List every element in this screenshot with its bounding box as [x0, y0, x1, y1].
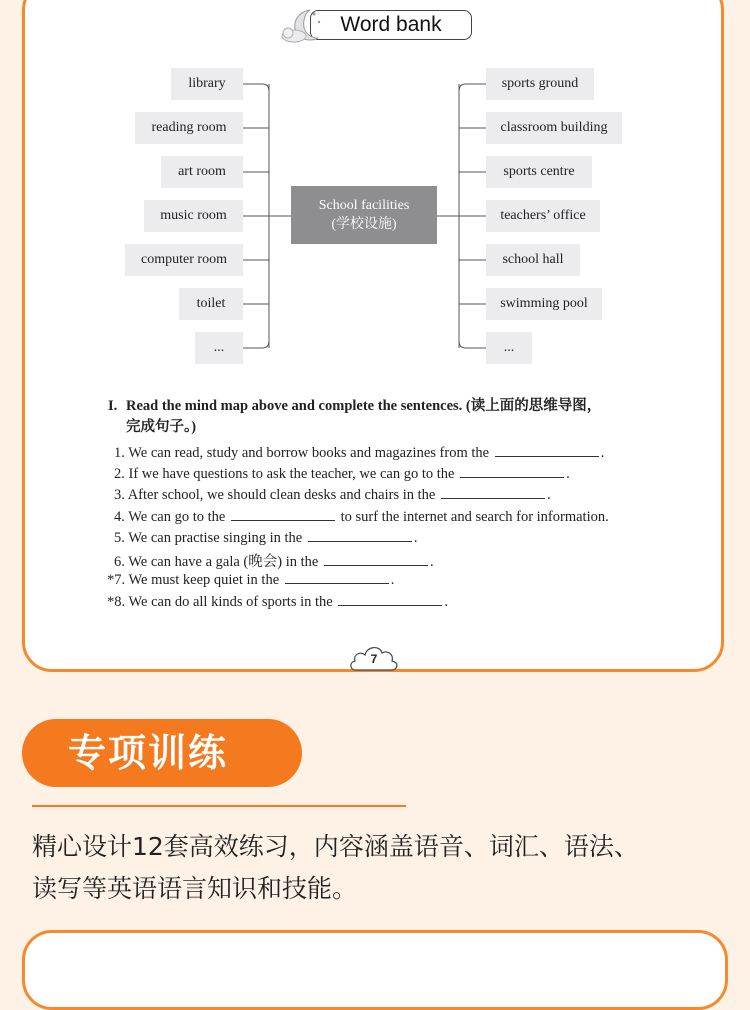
sentence-end: .	[413, 530, 418, 546]
page-number-badge	[349, 640, 399, 672]
section-badge: 专项训练	[22, 719, 302, 787]
left-node-3: art room	[161, 156, 243, 188]
answer-blank[interactable]	[441, 486, 545, 499]
sentence-1	[114, 444, 604, 462]
instruction-line-1: Read the mind map above and complete the sentences. (读上面的思维导图，	[126, 398, 602, 414]
sentence-text: We can practise singing in the	[128, 530, 303, 546]
next-card	[22, 930, 728, 1010]
sentence-num: 2.	[114, 466, 125, 482]
left-node-6: toilet	[179, 288, 243, 320]
sentence-num: 3.	[114, 487, 125, 503]
sentence-end: .	[600, 445, 605, 461]
left-node-2: reading room	[135, 112, 243, 144]
sentence-2	[114, 465, 570, 483]
sentence-end: .	[390, 572, 395, 588]
page-number: 7	[370, 652, 378, 666]
sentence-end: .	[429, 554, 434, 570]
sentence-4	[114, 508, 609, 526]
feature-description	[32, 826, 722, 910]
sentence-text: We can do all kinds of sports in the	[128, 594, 333, 610]
sentence-text: We can have a gala (晚会) in the	[128, 554, 319, 570]
right-node-2: classroom building	[486, 112, 622, 144]
description-line-2: 读写等英语语言知识和技能。	[32, 874, 358, 903]
description-line-1: 精心设计12套高效练习，内容涵盖语音、词汇、语法、	[32, 832, 639, 861]
sentence-num: *8.	[107, 594, 126, 610]
word-bank-title-text: Word bank	[310, 10, 472, 40]
sentence-text: We can read, study and borrow books and magazines from the	[128, 445, 490, 461]
answer-blank[interactable]	[338, 593, 442, 606]
left-node-4: music room	[144, 200, 243, 232]
sentence-num: 6.	[114, 554, 125, 570]
answer-blank[interactable]	[285, 571, 389, 584]
divider-line	[32, 805, 406, 807]
sentence-end: .	[566, 466, 570, 482]
answer-blank[interactable]	[460, 465, 564, 478]
answer-blank[interactable]	[495, 444, 599, 457]
sentence-5	[114, 529, 418, 547]
right-node-4: teachers’ office	[486, 200, 600, 232]
exercise-instruction	[108, 396, 668, 438]
right-node-6: swimming pool	[486, 288, 602, 320]
sentence-num: 1.	[114, 445, 125, 461]
center-label-cn: (学校设施)	[331, 217, 397, 232]
mind-map-center	[291, 186, 437, 244]
center-label: School facilities	[318, 198, 410, 213]
sentence-text: We can go to the	[128, 509, 226, 525]
right-node-3: sports centre	[486, 156, 592, 188]
sentence-6	[114, 550, 434, 571]
exercise-number: I.	[108, 398, 118, 414]
word-bank-title	[280, 6, 476, 46]
sentence-text: We must keep quiet in the	[128, 572, 280, 588]
sentence-7	[107, 571, 394, 589]
sentence-num: 5.	[114, 530, 125, 546]
answer-blank[interactable]	[231, 508, 335, 521]
sentence-end: .	[444, 594, 448, 610]
right-node-7: ...	[486, 332, 532, 364]
answer-blank[interactable]	[324, 553, 428, 566]
sentence-num: 4.	[114, 509, 125, 525]
answer-blank[interactable]	[308, 529, 412, 542]
moon-icon	[280, 6, 324, 46]
sentence-3	[114, 486, 551, 504]
right-node-1: sports ground	[486, 68, 594, 100]
right-node-5: school hall	[486, 244, 580, 276]
sentence-num: *7.	[107, 572, 126, 588]
sentence-end: to surf the internet and search for information.	[340, 509, 609, 525]
instruction-line-2: 完成句子。)	[126, 419, 197, 435]
left-node-5: computer room	[125, 244, 243, 276]
sentence-text: After school, we should clean desks and chairs in the	[127, 487, 436, 503]
left-node-1: library	[171, 68, 243, 100]
sentence-end: .	[546, 487, 551, 503]
sentence-text: If we have questions to ask the teacher, we can go to the	[128, 466, 455, 482]
left-node-7: ...	[195, 332, 243, 364]
sentence-8	[107, 593, 448, 611]
